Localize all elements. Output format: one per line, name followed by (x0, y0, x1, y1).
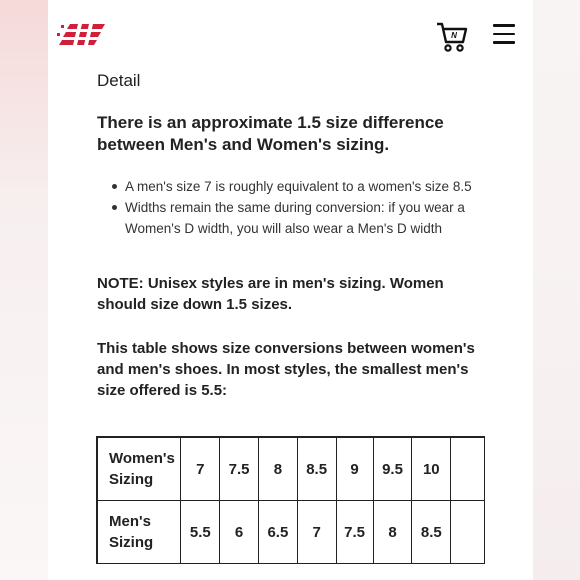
table-cell (451, 501, 485, 565)
new-balance-logo[interactable] (56, 20, 108, 48)
background-right (532, 0, 580, 580)
cart-icon[interactable] (435, 20, 469, 54)
table-cell: 8 (373, 501, 412, 565)
table-cell: 7 (181, 437, 220, 501)
row-header: Men's Sizing (97, 501, 181, 565)
hamburger-menu-icon[interactable] (493, 24, 515, 46)
table-cell: 6 (220, 501, 259, 565)
table-cell: 10 (412, 437, 451, 501)
table-cell: 5.5 (181, 501, 220, 565)
table-cell: 9 (336, 437, 373, 501)
table-cell: 8.5 (297, 437, 336, 501)
table-row (97, 501, 485, 565)
table-cell: 6.5 (258, 501, 297, 565)
row-header: Women's Sizing (97, 437, 181, 501)
section-title: Detail (97, 71, 141, 90)
table-cell: 7.5 (336, 501, 373, 565)
page-panel (48, 0, 533, 580)
list-item: Widths remain the same during conversion: if you wear a Women's D width, you will also wear a Men's D width (97, 197, 477, 239)
unisex-note: NOTE: Unisex styles are in men's sizing. Women should size down 1.5 sizes. (97, 275, 444, 313)
table-cell: 8.5 (412, 501, 451, 565)
size-conversion-table (96, 436, 485, 564)
size-conversion-table-scroll[interactable] (96, 436, 485, 564)
table-cell: 7 (297, 501, 336, 565)
table-cell: 8 (258, 437, 297, 501)
size-notes-list (97, 176, 477, 239)
table-cell (451, 437, 485, 501)
svg-text:N: N (451, 31, 457, 40)
table-cell: 9.5 (373, 437, 412, 501)
table-cell: 7.5 (220, 437, 259, 501)
table-row (97, 437, 485, 501)
list-item: A men's size 7 is roughly equivalent to a women's size 8.5 (97, 176, 477, 197)
table-intro: This table shows size conversions between women's and men's shoes. In most styles, the smallest men's size offered is 5.5: (97, 340, 475, 399)
size-difference-headline: There is an approximate 1.5 size difference between Men's and Women's sizing. (97, 113, 444, 154)
background-left (0, 0, 48, 580)
